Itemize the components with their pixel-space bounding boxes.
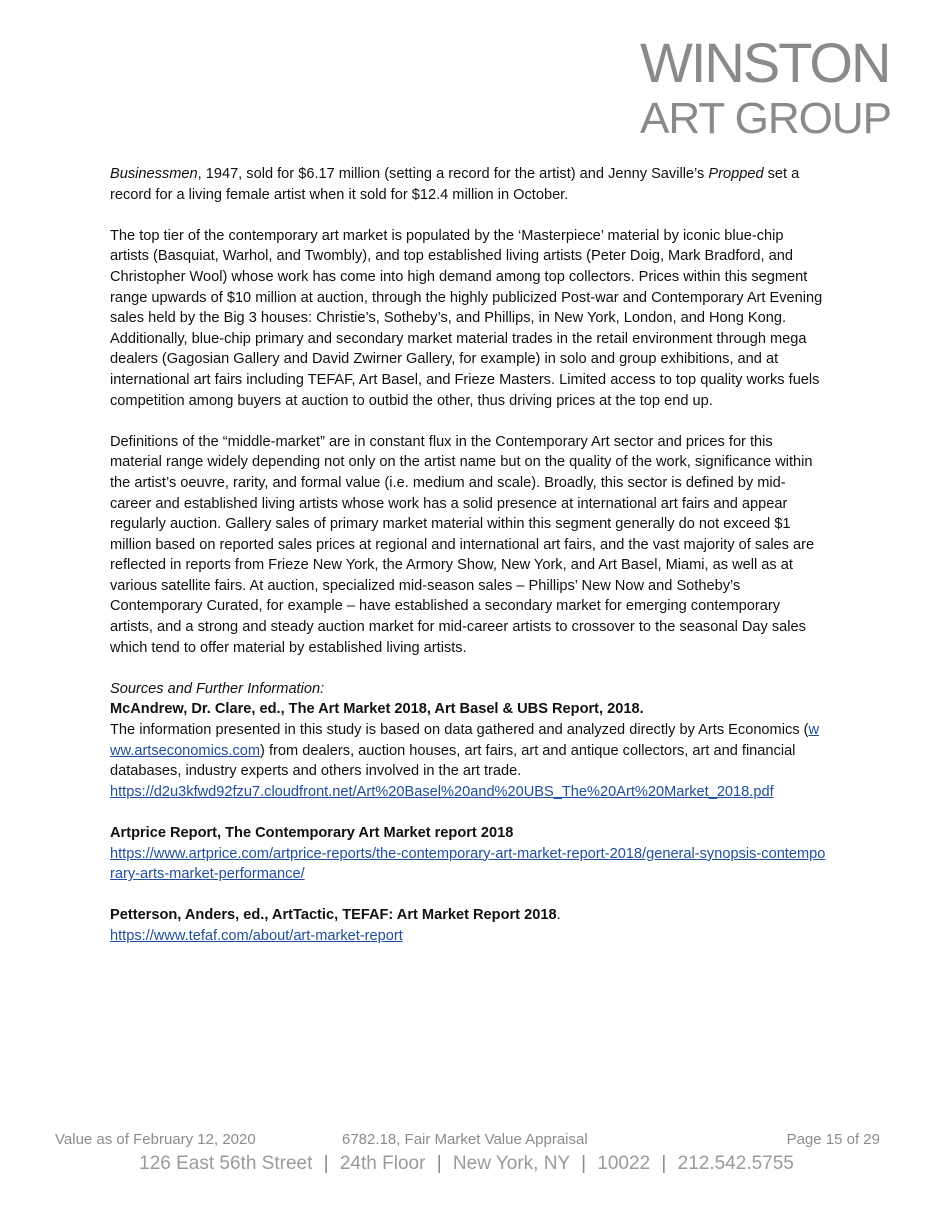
footer-info-row [0, 1131, 933, 1151]
document-body [110, 164, 826, 947]
footer-address [0, 1153, 933, 1175]
footer-page-number: Page 15 of 29 [786, 1131, 880, 1148]
footer-value-date: Value as of February 12, 2020 [55, 1131, 256, 1148]
artprice-report-link[interactable]: https://www.artprice.com/artprice-reports/the-contemporary-art-market-report-2018/general-synopsis-contemporary-arts-market-performance/ [110, 845, 826, 883]
address-floor: 24th Floor [339, 1153, 426, 1174]
artwork-title-propped: Propped [708, 166, 764, 182]
tefaf-report-link[interactable]: https://www.tefaf.com/about/art-market-report [110, 927, 403, 944]
artseconomics-link[interactable]: www.artseconomics.com [110, 722, 820, 759]
source-2-url-line [110, 844, 826, 885]
address-phone: 212.542.5755 [677, 1153, 794, 1174]
source-3-url-line [110, 926, 826, 947]
source-3-title: Petterson, Anders, ed., ArtTactic, TEFAF: Art Market Report 2018. [110, 907, 561, 924]
paragraph-record-sales [110, 164, 826, 205]
source-2-title: Artprice Report, The Contemporary Art Market report 2018 [110, 825, 514, 841]
artwork-title-businessmen: Businessmen [110, 166, 198, 182]
paragraph-text: set a record for a living female artist when it sold for $12.4 million in October. [110, 166, 800, 203]
sources-heading: Sources and Further Information: [110, 680, 325, 697]
address-street: 126 East 56th Street [139, 1153, 313, 1174]
art-basel-ubs-report-link[interactable]: https://d2u3kfwd92fzu7.cloudfront.net/Art%20Basel%20and%20UBS_The%20Art%20Market_2018.pdf [110, 783, 774, 800]
address-city: New York, NY [452, 1153, 570, 1174]
address-zip: 10022 [597, 1153, 651, 1174]
logo-line-art-group: ART GROUP [640, 94, 891, 143]
logo-line-winston: WINSTON [640, 31, 890, 94]
address-separator: | [581, 1153, 587, 1174]
source-1-url-line [110, 782, 826, 803]
paragraph-middle-market: Definitions of the “middle-market” are in constant flux in the Contemporary Art sector and prices for this material range widely depending not only on the artist name but on the quality of the work, significance within the artist’s oeuvre, rarity, and formal value (i.e. medium and scale). Broadly, this sector is defined by mid-career and established living artists whose work has a solid presence at international art fairs and appear regularly auction. Gallery sales of primary market material within this segment generally do not exceed $1 million based on reported sales prices at regional and international art fairs, and the vast majority of sales are reflected in reports from Frieze New York, the Armory Show, New York, and Art Basel, Miami, as well as at various satellite fairs. At auction, specialized mid-season sales – Phillips’ New Now and Sotheby’s Contemporary Curated, for example – have established a secondary market for emerging contemporary artists, and a strong and steady auction market for mid-career artists to crossover to the seasonal Day sales which tend to offer material by established living artists. [110, 433, 815, 656]
paragraph-top-tier: The top tier of the contemporary art market is populated by the ‘Masterpiece’ material by iconic blue-chip artists (Basquiat, Warhol, and Twombly), and top established living artists (Peter Doig, Mark Bradford, and Christopher Wool) whose work has come into high demand among top collectors. Prices within this segment range upwards of $10 million at auction, through the highly publicized Post-war and Contemporary Art Evening sales held by the Big 3 houses: Christie’s, Sotheby’s, and Phillips, in New York, London, and Hong Kong. Additionally, blue-chip primary and secondary market material trades in the retail environment through mega dealers (Gagosian Gallery and David Zwirner Gallery, for example) in solo and group exhibitions, and at international art fairs including TEFAF, Art Basel, and Frieze Masters. Limited access to top quality works fuels competition among buyers at auction to outbid the other, thus driving prices at the top end up. [110, 227, 823, 409]
address-separator: | [323, 1153, 329, 1174]
address-separator: | [436, 1153, 442, 1174]
footer-report-id: 6782.18, Fair Market Value Appraisal [342, 1131, 588, 1148]
address-separator: | [661, 1153, 667, 1174]
company-logo [640, 31, 891, 143]
source-1-description: The information presented in this study is based on data gathered and analyzed directly by Arts Economics (www.artseconomics.com) from dealers, auction houses, art fairs, art and antique collectors, art and financial databases, industry experts and others involved in the art trade. [110, 722, 820, 780]
paragraph-text: , 1947, sold for $6.17 million (setting a record for the artist) and Jenny Saville’s [197, 166, 709, 182]
source-1-title: McAndrew, Dr. Clare, ed., The Art Market 2018, Art Basel & UBS Report, 2018. [110, 701, 644, 718]
